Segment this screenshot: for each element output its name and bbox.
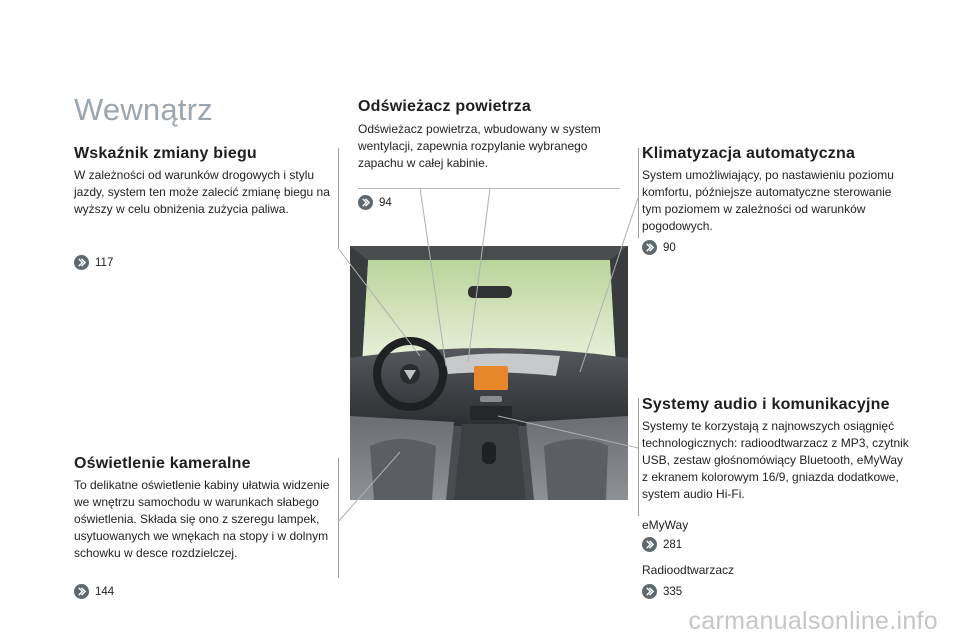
- emyway-page-number: 281: [663, 538, 683, 551]
- chevron-right-icon: [642, 537, 657, 552]
- chevron-right-icon: [358, 195, 373, 210]
- left-seat-cushion: [370, 439, 436, 500]
- chevron-right-icon: [642, 240, 657, 255]
- audio-section-text: Systemy te korzystają z najnowszych osiągnięć technologicznych: radioodtwarzacz z MP3, czytnik USB, zestaw głośnomówiący Bluetooth, eMyWay z ekranem kolorowym 16/9, gniazda dodatkowe, system audio Hi-Fi.: [642, 419, 909, 501]
- radio-page-number: 335: [663, 585, 683, 598]
- climate-section-title: Klimatyzacja automatyczna: [642, 145, 856, 162]
- gear-page-number: 117: [95, 256, 114, 269]
- light-section-text: To delikatne oświetlenie kabiny ułatwia widzenie we wnętrzu samochodu w warunkach słabego oświetlenia. Składa się ono z szeregu lampek, usytuowanych we wnękach na stopy i w dolnym schowku w desce rozdzielczej.: [74, 478, 330, 560]
- divider-line: [338, 458, 339, 578]
- audio-section-title: Systemy audio i komunikacyjne: [642, 396, 890, 413]
- divider-line: [338, 148, 339, 248]
- rear-mirror: [468, 286, 512, 298]
- divider-line: [638, 398, 639, 516]
- radio-unit: [470, 406, 512, 420]
- chevron-right-icon: [74, 584, 89, 599]
- air-page-ref[interactable]: [358, 195, 392, 210]
- climate-section-text: System umożliwiający, po nastawieniu poziomu komfortu, późniejsze automatyczne sterowanie tym poziomem w zależności od warunków pogodowych.: [642, 168, 894, 233]
- page-title: Wewnątrz: [74, 92, 213, 127]
- radio-page-ref[interactable]: [642, 584, 682, 599]
- air-section-title: Odświeżacz powietrza: [358, 98, 531, 115]
- gear-page-ref[interactable]: [74, 255, 113, 270]
- air-section-text: Odświeżacz powietrza, wbudowany w system wentylacji, zapewnia rozpylanie wybranego zapachu w całej kabinie.: [358, 122, 601, 170]
- light-page-number: 144: [95, 585, 115, 598]
- center-controls: [480, 396, 502, 402]
- watermark: carmanualsonline.info: [688, 607, 938, 635]
- chevron-right-icon: [74, 255, 89, 270]
- emyway-page-ref[interactable]: [642, 537, 682, 552]
- dashboard-illustration: [350, 246, 628, 500]
- radio-label: Radioodtwarzacz: [642, 563, 735, 577]
- gear-lever: [482, 442, 496, 464]
- emyway-label: eMyWay: [642, 518, 689, 532]
- right-seat-cushion: [544, 439, 608, 500]
- climate-page-ref[interactable]: [642, 240, 676, 255]
- gear-section-title: Wskaźnik zmiany biegu: [74, 145, 257, 162]
- chevron-right-icon: [642, 584, 657, 599]
- air-page-number: 94: [379, 196, 392, 209]
- divider-line: [358, 188, 620, 189]
- gear-section-text: W zależności od warunków drogowych i stylu jazdy, system ten może zalecić zmianę biegu na wyższy w celu obniżenia zużycia paliwa.: [74, 168, 330, 216]
- climate-page-number: 90: [663, 241, 676, 254]
- light-page-ref[interactable]: [74, 584, 114, 599]
- divider-line: [638, 148, 639, 238]
- center-screen: [474, 366, 508, 390]
- light-section-title: Oświetlenie kameralne: [74, 455, 251, 472]
